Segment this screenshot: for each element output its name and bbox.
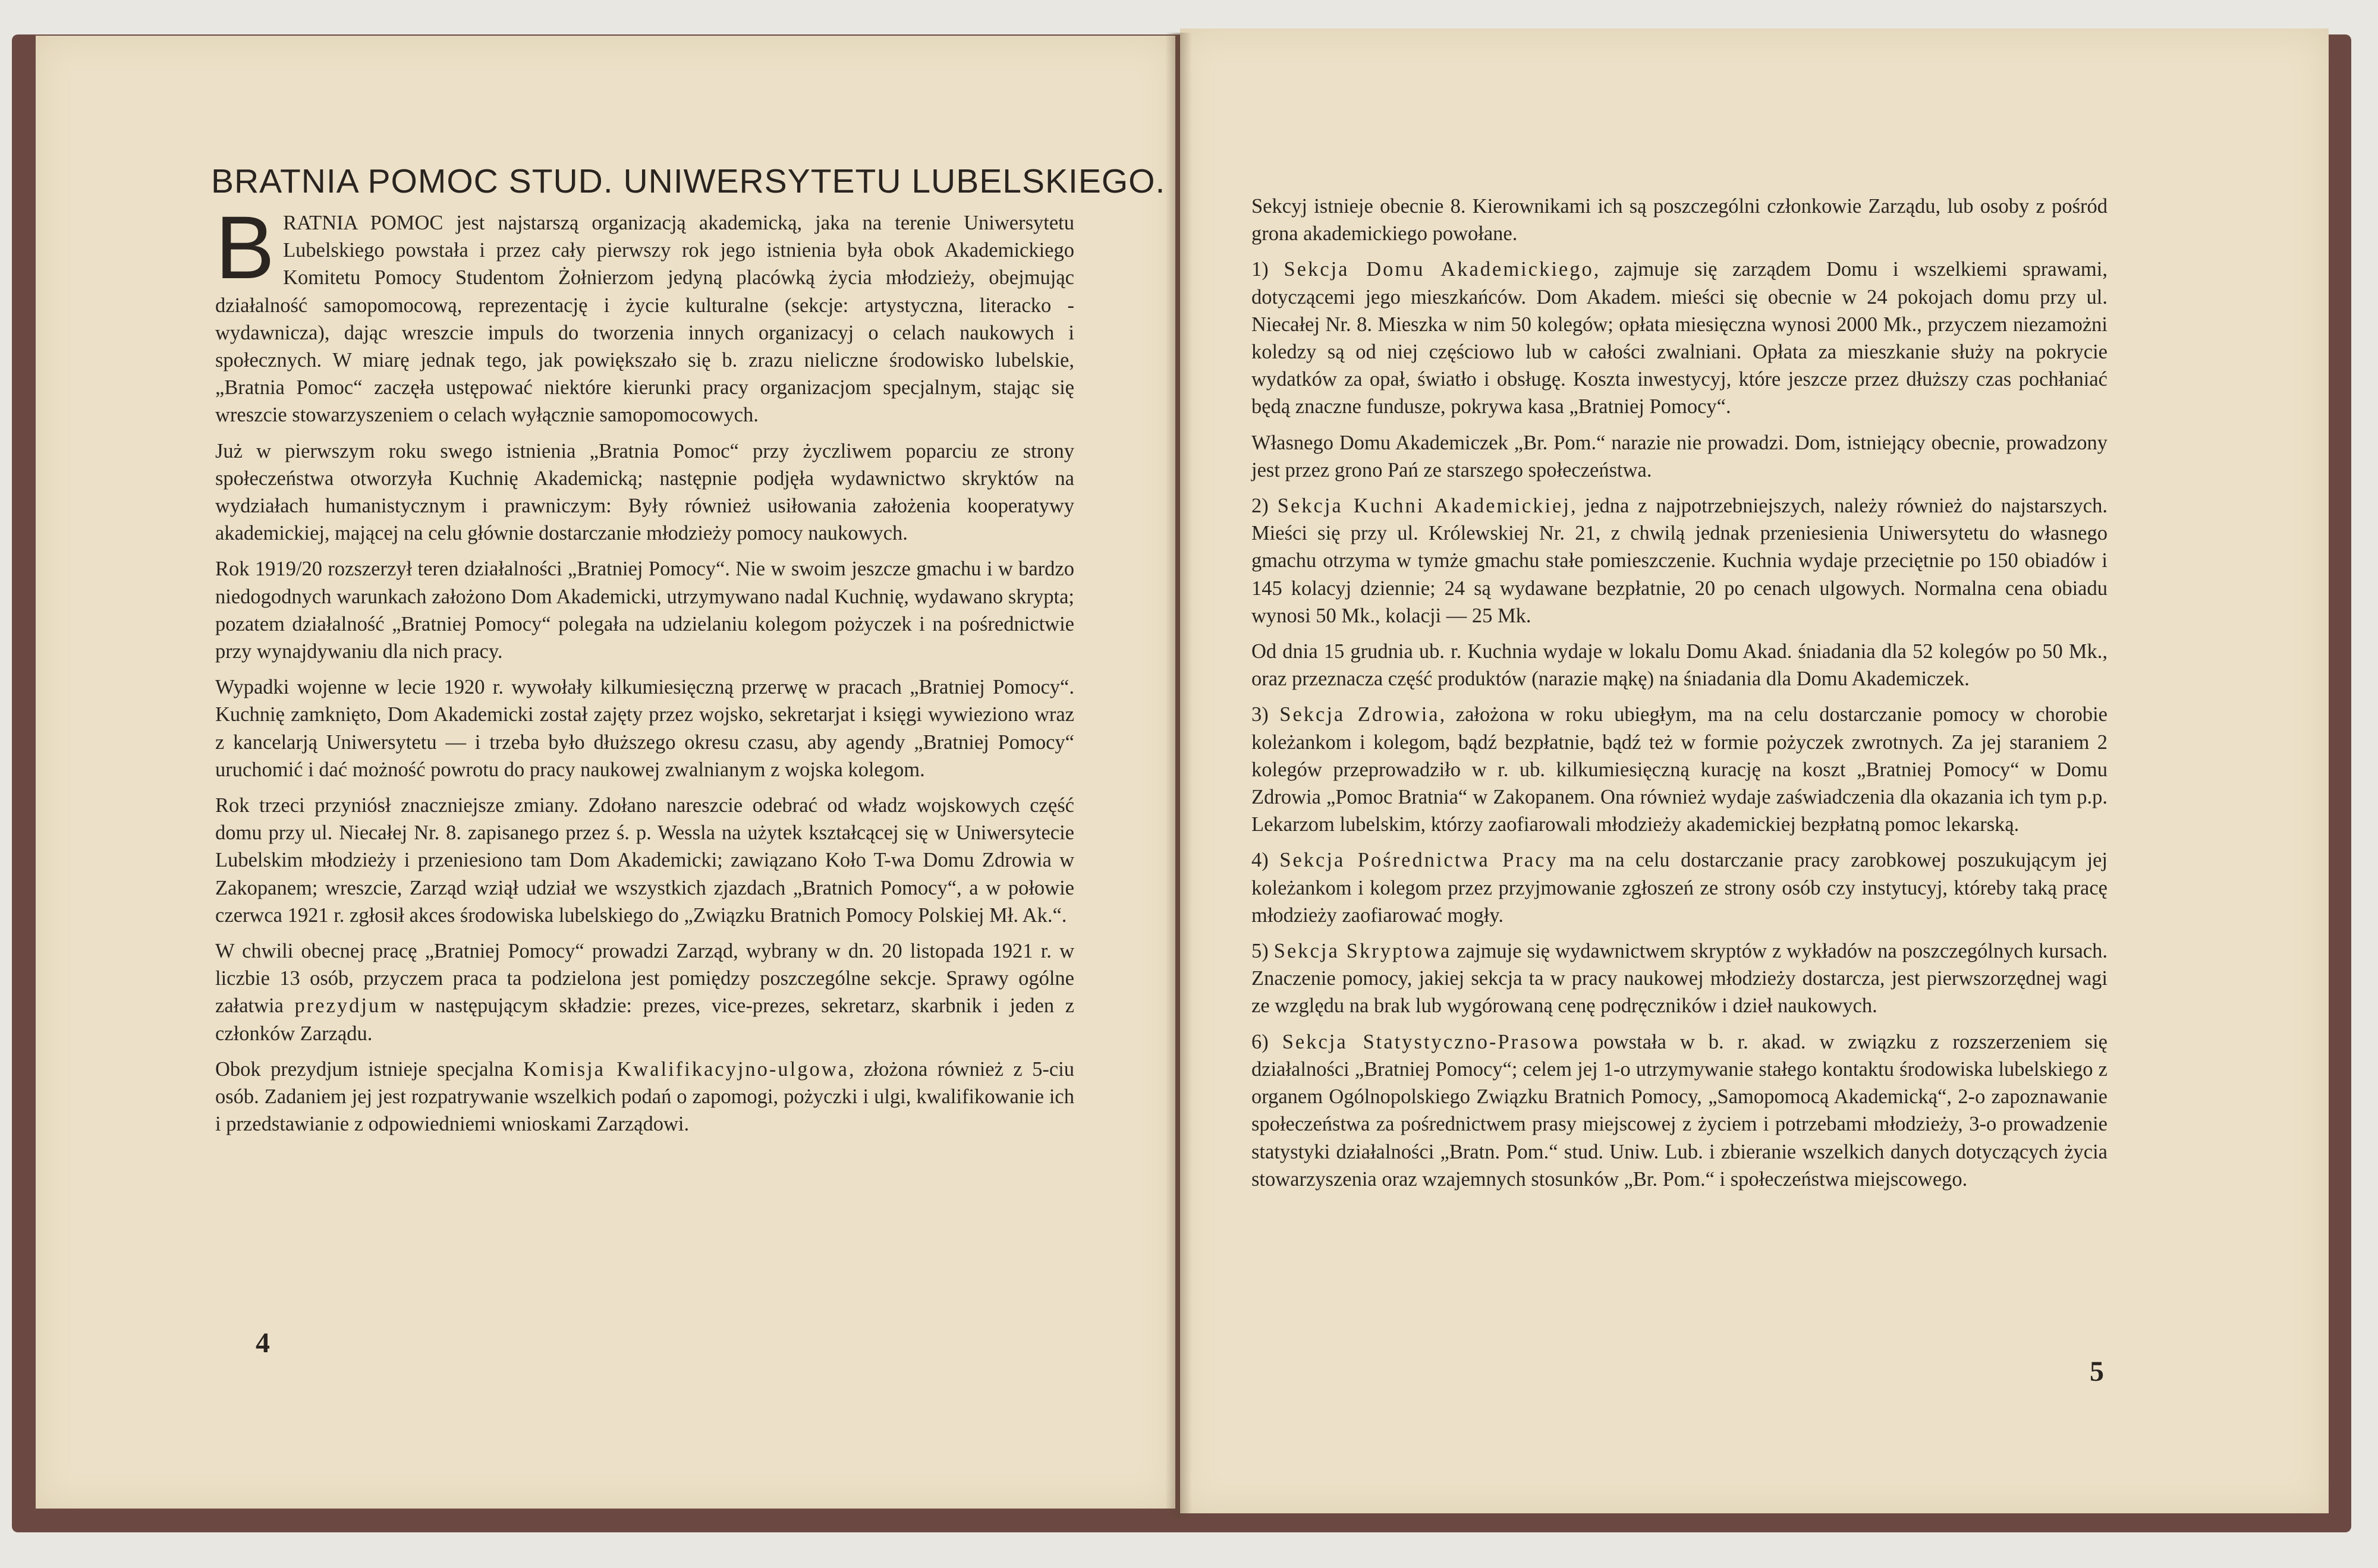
paragraph-first-year: Już w pierwszym roku swego istnienia „Bratnia Pomoc“ przy życzliwem poparciu ze strony społeczeństwa otworzyła Kuchnię Akademicką; następnie podjęła wydawnictwo skryktów na wydziałach humanistycznym i prawniczym: Były również usiłowania założenia kooperatywy akademickiej, mającej na celu głównie dostarczanie młodzieży pomocy naukowych. (215, 439, 1074, 545)
paragraph-section-3: 3) Sekcja Zdrowia, założona w roku ubiegłym, ma na celu dostarczanie pomocy w chorobie koleżankom i kolegom, bądź bezpłatnie, bądź też w formie pożyczek zwrotnych. Za jej staraniem 2 kolegów przeprowadziło w r. ub. kilkumiesięczną kurację na koszt „Bratniej Pomocy“ w Domu Zdrowia „Pomoc Bratnia“ w Zakopanem. Ona również wydaje zaświadczenia dla okazania ich tym p.p. Lekarzom lubelskim, którzy zaofiarowali młodzieży akademickiej bezpłatną pomoc lekarską. (1251, 703, 2108, 836)
section-3-name: Sekcja Zdrowia (1279, 703, 1440, 726)
page-number-right: 5 (2090, 1356, 2104, 1387)
paragraph-board: W chwili obecnej pracę „Bratniej Pomocy“ prowadzi Zarząd, wybrany w dn. 20 listopada 1921 r. w liczbie 13 osób, przyczem praca ta podzielona jest pomiędzy poszczególne sekcje. Sprawy ogólne załatwia prezydjum w następującym składzie: prezes, vice-prezes, sekretarz, skarbnik i jeden z członków Zarządu. (215, 940, 1074, 1045)
section-2-name: Sekcja Kuchni Akademickiej (1277, 495, 1571, 518)
paragraph-1919: Rok 1919/20 rozszerzył teren działalności „Bratniej Pomocy“. Nie w swoim jeszcze gmachu i w bardzo niedogodnych warunkach założono Dom Akademicki, utrzymywano nadal Kuchnię, wydawano skrypta; pozatem działalność „Bratniej Pomocy“ polegała na udzielaniu kolegom pożyczek i na pośrednictwie przy wynajdywaniu dla nich pracy. (215, 558, 1074, 663)
paragraph-third-year: Rok trzeci przyniósł znaczniejsze zmiany. Zdołano nareszcie odebrać od władz wojskowych część domu przy ul. Niecałej Nr. 8. zapisanego przez ś. p. Wessla na użytek kształcącej się w Uniwersytecie Lubelskim młodzieży i przeniesiono tam Dom Akademicki; zawiązano Koło T-wa Domu Zdrowia w Zakopanem; wreszcie, Zarząd wziął udział we wszystkich zjazdach „Bratnich Pomocy“, a w połowie czerwca 1921 r. zgłosił akces środowiska lubelskiego do „Związku Bratnich Pomocy Polskiej Mł. Ak.“. (215, 794, 1074, 927)
paragraph-section-1: 1) Sekcja Domu Akademickiego, zajmuje się zarządem Domu i wszelkiemi sprawami, dotyczącemi jego mieszkańców. Dom Akadem. mieści się obecnie w 24 pokojach domu przy ul. Niecałej Nr. 8. Mieszka w nim 50 kolegów; opłata miesięczna wynosi 2000 Mk., przyczem niezamożni koledzy są od niej częściowo lub w całości zwalniani. Opłata za mieszkanie służy na pokrycie wydatków za opał, światło i obsługę. Koszta inwestycyj, które jeszcze przez dłuższy czas pochłaniać będą znaczne fundusze, pokrywa kasa „Bratniej Pomocy“. (1251, 258, 2108, 418)
left-page-text (215, 197, 1074, 1147)
paragraph-commission: Obok prezydjum istnieje specjalna Komisja Kwalifikacyjno-ulgowa, złożona również z 5-ciu osób. Zadaniem jej jest rozpatrywanie wszelkich podań o zapomogi, pożyczki i ulgi, kwalifikowanie ich i przedstawianie z odpowiedniemi wnioskami Zarządowi. (215, 1057, 1074, 1136)
paragraph-war-1920: Wypadki wojenne w lecie 1920 r. wywołały kilkumiesięczną przerwę w pracach „Bratniej Pomocy“. Kuchnię zamknięto, Dom Akademicki został zajęty przez wojsko, sekretarjat i księgi wywieziono wraz z kancelarją Uniwersytetu — i trzeba było dłuższego okresu czasu, aby agendy „Bratniej Pomocy“ uruchomić i dać możność powrotu do pracy naukowej zwalnianym z wojska kolegom. (215, 676, 1074, 781)
right-page-text (1251, 193, 2108, 1201)
paragraph-sections: Sekcyj istnieje obecnie 8. Kierownikami ich są poszczególni członkowie Zarządu, lub osoby z pośród grona akademickiego powołane. (1251, 195, 2108, 245)
section-5-name: Sekcja Skryptowa (1273, 940, 1452, 963)
paragraph-section-4: 4) Sekcja Pośrednictwa Pracy ma na celu dostarczanie pracy zarobkowej poszukującym jej koleżankom i kolegom przez przyjmowanie zgłoszeń ze strony osób czy instytucyj, któreby taką pracę młodzieży zaofiarować mogły. (1251, 849, 2108, 927)
emph-prezydjum: prezydjum (294, 994, 399, 1018)
paragraph-section-5: 5) Sekcja Skryptowa zajmuje się wydawnictwem skryptów z wykładów na poszczególnych kursach. Znaczenie pomocy, jakiej sekcja ta w pracy naukowej młodzieży dostarcza, jest pierwszorzędnej wagi ze względu na brak lub wygórowaną cenę podręczników i dzieł naukowych. (1251, 940, 2108, 1018)
paragraph-intro (215, 197, 1074, 429)
section-4-name: Sekcja Pośrednictwa Pracy (1279, 849, 1558, 872)
section-6-name: Sekcja Statystyczno-Prasowa (1282, 1030, 1580, 1053)
paragraph-women-house: Własnego Domu Akademiczek „Br. Pom.“ narazie nie prowadzi. Dom, istniejący obecnie, prowadzony jest przez grono Pań ze starszego społeczeństwa. (1251, 431, 2108, 481)
emph-commission: Komisja Kwalifikacyjno-ulgowa (523, 1057, 849, 1081)
paragraph-intro-text: RATNIA POMOC jest najstarszą organizacją akademicką, jaka na terenie Uniwersytetu Lubelskiego powstała i przez cały pierwszy rok jego istnienia była obok Akademickiego Komitetu Pomocy Studentom Żołnierzom jedyną placówką życia młodzieży, obejmując działalność samopomocową, reprezentację i życie kulturalne (sekcje: artystyczna, literacko - wydawnicza), dając wreszcie impuls do tworzenia innych organizacyj o celach naukowych i społecznych. W miarę jednak tego, jak powiększało się b. zrazu nieliczne środowisko lubelskie, „Bratnia Pomoc“ zaczęła ustępować niektóre kierunki pracy organizacjom specjalnym, stając się wreszcie stowarzyszeniem o celach wyłącznie samopomocowych. (215, 212, 1074, 427)
drop-cap: B (215, 197, 275, 297)
book-gutter (1165, 33, 1192, 1519)
paragraph-section-2: 2) Sekcja Kuchni Akademickiej, jedna z najpotrzebniejszych, należy również do najstarszych. Mieści się przy ul. Królewskiej Nr. 21, z chwilą jednak przeniesienia Uniwersytetu do własnego gmachu otrzyma w tymże gmachu stałe pomieszczenie. Kuchnia wydaje przeciętnie po 150 obiadów i 145 kolacyj dziennie; 24 są wydawane bezpłatnie, 20 po cenach ulgowych. Normalna cena obiadu wynosi 50 Mk., kolacji — 25 Mk. (1251, 495, 2108, 627)
paragraph-breakfast: Od dnia 15 grudnia ub. r. Kuchnia wydaje w lokalu Domu Akad. śniadania dla 52 kolegów po 50 Mk., oraz przeznacza część produktów (narazie mąkę) na śniadania dla Domu Akademiczek. (1251, 640, 2108, 691)
page-title: BRATNIA POMOC STUD. UNIWERSYTETU LUBELSKIEGO. (211, 162, 1166, 200)
paragraph-section-6: 6) Sekcja Statystyczno-Prasowa powstała w b. r. akad. w związku z rozszerzeniem się działalności „Bratniej Pomocy“; celem jej 1-o utrzymywanie stałego kontaktu środowiska lubelskiego z organem Ogólnopolskiego Związku Bratnich Pomocy, „Samopomocą Akademicką“, 2-o zapoznawanie społeczeństwa za pośrednictwem prasy miejscowej z życiem i potrzebami młodzieży, 3-o prowadzenie statystyki działalności „Bratn. Pom.“ stud. Uniw. Lub. i zbieranie wszelkich danych dotyczących życia stowarzyszenia oraz wzajemnych stosunków „Br. Pom.“ i społeczeństwa miejscowego. (1251, 1030, 2108, 1191)
section-1-name: Sekcja Domu Akademickiego (1284, 258, 1594, 281)
page-number-left: 4 (256, 1327, 270, 1359)
